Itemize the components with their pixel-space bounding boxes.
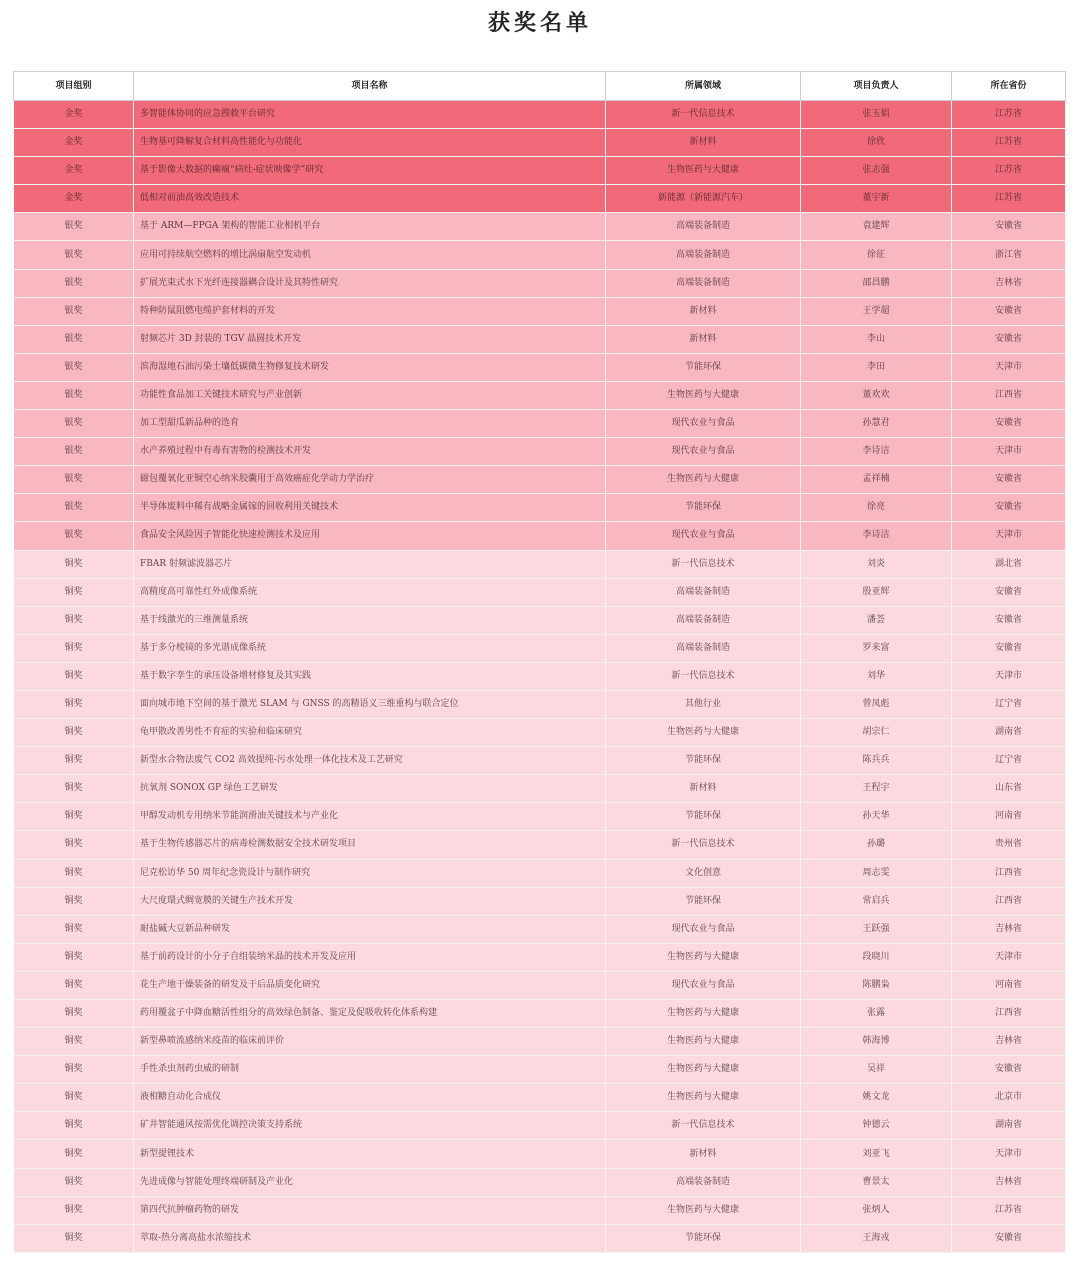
field-cell: 文化创意	[606, 859, 801, 887]
page-title: 获奖名单	[487, 10, 592, 36]
table-row	[14, 634, 1066, 662]
province-cell: 天津市	[952, 943, 1066, 971]
project-name-cell: 第四代抗肿瘤药物的研发	[134, 1196, 606, 1224]
province-cell: 安徽省	[952, 578, 1066, 606]
award-level-cell: 铜奖	[14, 1168, 134, 1196]
award-level-cell: 银奖	[14, 522, 134, 550]
province-cell: 天津市	[952, 438, 1066, 466]
award-level-cell: 铜奖	[14, 943, 134, 971]
project-name-cell: 大尺度環式绸宽膜的关键生产技术开发	[134, 887, 606, 915]
table-row	[14, 747, 1066, 775]
leader-cell: 李诗洁	[801, 522, 952, 550]
header-level: 项目组别	[14, 72, 134, 101]
leader-cell: 李诗洁	[801, 438, 952, 466]
table-row	[14, 157, 1066, 185]
province-cell: 安徽省	[952, 634, 1066, 662]
leader-cell: 姚文龙	[801, 1084, 952, 1112]
table-row	[14, 1084, 1066, 1112]
province-cell: 山东省	[952, 775, 1066, 803]
table-row	[14, 101, 1066, 129]
award-level-cell: 银奖	[14, 466, 134, 494]
province-cell: 辽宁省	[952, 747, 1066, 775]
table-row	[14, 325, 1066, 353]
field-cell: 生物医药与大健康	[606, 1000, 801, 1028]
province-cell: 湖南省	[952, 719, 1066, 747]
award-level-cell: 金奖	[14, 101, 134, 129]
table-row	[14, 887, 1066, 915]
table-row	[14, 522, 1066, 550]
province-cell: 江西省	[952, 1000, 1066, 1028]
field-cell: 新材料	[606, 325, 801, 353]
award-level-cell: 铜奖	[14, 1196, 134, 1224]
province-cell: 吉林省	[952, 1028, 1066, 1056]
project-name-cell: 手性杀虫剂药虫威的研制	[134, 1056, 606, 1084]
leader-cell: 邵昌鹏	[801, 269, 952, 297]
table-body	[14, 101, 1066, 1253]
leader-cell: 李山	[801, 325, 952, 353]
field-cell: 高端装备制造	[606, 634, 801, 662]
project-name-cell: 多智能体协同的应急搜救平台研究	[134, 101, 606, 129]
project-name-cell: 水产养殖过程中有毒有害物的检测技术开发	[134, 438, 606, 466]
leader-cell: 孙璐	[801, 831, 952, 859]
province-cell: 河南省	[952, 971, 1066, 999]
table-row	[14, 971, 1066, 999]
field-cell: 新一代信息技术	[606, 831, 801, 859]
table-row	[14, 353, 1066, 381]
field-cell: 高端装备制造	[606, 606, 801, 634]
project-name-cell: 新型鼻喷流感纳米疫苗的临床前评价	[134, 1028, 606, 1056]
project-name-cell: 抗氧剂 SONOX GP 绿色工艺研发	[134, 775, 606, 803]
project-name-cell: 高精度高可靠性红外成像系统	[134, 578, 606, 606]
leader-cell: 刘炎	[801, 550, 952, 578]
project-name-cell: 基于影像大数据的癫痫“病灶-症状映像学”研究	[134, 157, 606, 185]
award-level-cell: 银奖	[14, 353, 134, 381]
award-level-cell: 铜奖	[14, 803, 134, 831]
leader-cell: 徐亮	[801, 494, 952, 522]
field-cell: 现代农业与食品	[606, 410, 801, 438]
table-row	[14, 269, 1066, 297]
province-cell: 安徽省	[952, 1224, 1066, 1252]
project-name-cell: 磁包覆氧化亚铜空心纳米胶囊用于高效癌症化学动力学治疗	[134, 466, 606, 494]
award-level-cell: 铜奖	[14, 1084, 134, 1112]
leader-cell: 殷亚辉	[801, 578, 952, 606]
project-name-cell: 特种防鼠阻燃电缆护套材料的开发	[134, 297, 606, 325]
project-name-cell: 应用可持续航空燃料的增比涡扇航空发动机	[134, 241, 606, 269]
table-row	[14, 1168, 1066, 1196]
leader-cell: 曾凤彪	[801, 690, 952, 718]
award-level-cell: 银奖	[14, 438, 134, 466]
field-cell: 生物医药与大健康	[606, 1196, 801, 1224]
table-row	[14, 1028, 1066, 1056]
province-cell: 辽宁省	[952, 690, 1066, 718]
award-level-cell: 银奖	[14, 325, 134, 353]
leader-cell: 王学超	[801, 297, 952, 325]
award-level-cell: 银奖	[14, 494, 134, 522]
leader-cell: 王跃强	[801, 915, 952, 943]
project-name-cell: 萃取-热分离高盐水浓缩技术	[134, 1224, 606, 1252]
table-row	[14, 662, 1066, 690]
award-level-cell: 金奖	[14, 129, 134, 157]
province-cell: 北京市	[952, 1084, 1066, 1112]
table-row	[14, 1196, 1066, 1224]
province-cell: 天津市	[952, 1140, 1066, 1168]
province-cell: 安徽省	[952, 606, 1066, 634]
field-cell: 高端装备制造	[606, 213, 801, 241]
header-lead: 项目负责人	[801, 72, 952, 101]
project-name-cell: 耐盐碱大豆新品种研发	[134, 915, 606, 943]
project-name-cell: 射频芯片 3D 封装的 TGV 晶圆技术开发	[134, 325, 606, 353]
field-cell: 生物医药与大健康	[606, 381, 801, 409]
award-table	[13, 71, 1066, 1253]
table-row	[14, 410, 1066, 438]
award-level-cell: 铜奖	[14, 747, 134, 775]
leader-cell: 孙天华	[801, 803, 952, 831]
project-name-cell: 甲醇发动机专用纳米节能润滑油关键技术与产业化	[134, 803, 606, 831]
award-level-cell: 铜奖	[14, 915, 134, 943]
leader-cell: 董欢欢	[801, 381, 952, 409]
leader-cell: 吴祥	[801, 1056, 952, 1084]
leader-cell: 王程宇	[801, 775, 952, 803]
province-cell: 河南省	[952, 803, 1066, 831]
project-name-cell: 基于线激光的三维测量系统	[134, 606, 606, 634]
province-cell: 安徽省	[952, 410, 1066, 438]
leader-cell: 常启兵	[801, 887, 952, 915]
award-level-cell: 金奖	[14, 157, 134, 185]
field-cell: 生物医药与大健康	[606, 719, 801, 747]
award-level-cell: 铜奖	[14, 887, 134, 915]
leader-cell: 罗来富	[801, 634, 952, 662]
table-row	[14, 606, 1066, 634]
field-cell: 新一代信息技术	[606, 550, 801, 578]
province-cell: 吉林省	[952, 1168, 1066, 1196]
award-level-cell: 金奖	[14, 185, 134, 213]
province-cell: 湖南省	[952, 1112, 1066, 1140]
province-cell: 贵州省	[952, 831, 1066, 859]
project-name-cell: 基于生物传感器芯片的病毒检测数据安全技术研发项目	[134, 831, 606, 859]
field-cell: 新一代信息技术	[606, 662, 801, 690]
table-row	[14, 578, 1066, 606]
project-name-cell: 尼克松访华 50 周年纪念瓷设计与制作研究	[134, 859, 606, 887]
award-level-cell: 铜奖	[14, 662, 134, 690]
project-name-cell: 矿井智能通风按需优化调控决策支持系统	[134, 1112, 606, 1140]
leader-cell: 刘亚飞	[801, 1140, 952, 1168]
project-name-cell: 低相对前油高效改造技术	[134, 185, 606, 213]
leader-cell: 刘华	[801, 662, 952, 690]
province-cell: 安徽省	[952, 213, 1066, 241]
award-level-cell: 铜奖	[14, 606, 134, 634]
project-name-cell: 加工型甜瓜新品种的选育	[134, 410, 606, 438]
project-name-cell: 液相糖自动化合成仪	[134, 1084, 606, 1112]
table-row	[14, 213, 1066, 241]
table-row	[14, 381, 1066, 409]
award-level-cell: 银奖	[14, 241, 134, 269]
field-cell: 生物医药与大健康	[606, 466, 801, 494]
project-name-cell: 先进成像与智能处理终端研制及产业化	[134, 1168, 606, 1196]
leader-cell: 潘荟	[801, 606, 952, 634]
field-cell: 生物医药与大健康	[606, 157, 801, 185]
table-row	[14, 719, 1066, 747]
province-cell: 江西省	[952, 381, 1066, 409]
table-row	[14, 241, 1066, 269]
province-cell: 天津市	[952, 522, 1066, 550]
leader-cell: 徐征	[801, 241, 952, 269]
leader-cell: 胡宗仁	[801, 719, 952, 747]
field-cell: 新材料	[606, 297, 801, 325]
award-level-cell: 铜奖	[14, 1140, 134, 1168]
award-level-cell: 铜奖	[14, 1056, 134, 1084]
province-cell: 江苏省	[952, 1196, 1066, 1224]
table-row	[14, 550, 1066, 578]
award-table-wrapper	[13, 71, 1065, 1253]
project-name-cell: 花生产地干燥装备的研发及干后品质变化研究	[134, 971, 606, 999]
leader-cell: 王海戎	[801, 1224, 952, 1252]
field-cell: 高端装备制造	[606, 578, 801, 606]
table-row	[14, 943, 1066, 971]
table-row	[14, 185, 1066, 213]
award-level-cell: 铜奖	[14, 1000, 134, 1028]
award-level-cell: 铜奖	[14, 1224, 134, 1252]
province-cell: 江西省	[952, 887, 1066, 915]
province-cell: 安徽省	[952, 325, 1066, 353]
award-level-cell: 铜奖	[14, 831, 134, 859]
leader-cell: 孟祥楠	[801, 466, 952, 494]
project-name-cell: 面向城市地下空间的基于激光 SLAM 与 GNSS 的高精语义三维重构与联合定位	[134, 690, 606, 718]
project-name-cell: 食品安全风险因子智能化快速检测技术及应用	[134, 522, 606, 550]
project-name-cell: 扩展光束式水下光纤连接器耦合设计及其特性研究	[134, 269, 606, 297]
project-name-cell: 功能性食品加工关键技术研究与产业创新	[134, 381, 606, 409]
province-cell: 天津市	[952, 353, 1066, 381]
award-level-cell: 银奖	[14, 269, 134, 297]
field-cell: 新能源（新能源汽车）	[606, 185, 801, 213]
leader-cell: 周志雯	[801, 859, 952, 887]
table-row	[14, 915, 1066, 943]
project-name-cell: 基于多分棱镜的多光谱成像系统	[134, 634, 606, 662]
leader-cell: 孙慧君	[801, 410, 952, 438]
leader-cell: 张玉娟	[801, 101, 952, 129]
award-level-cell: 铜奖	[14, 578, 134, 606]
leader-cell: 徐欣	[801, 129, 952, 157]
field-cell: 高端装备制造	[606, 241, 801, 269]
table-header-row	[14, 72, 1066, 101]
field-cell: 现代农业与食品	[606, 915, 801, 943]
award-level-cell: 铜奖	[14, 971, 134, 999]
leader-cell: 张露	[801, 1000, 952, 1028]
leader-cell: 袁建辉	[801, 213, 952, 241]
project-name-cell: 半导体废料中稀有战略金属镓的回收利用关键技术	[134, 494, 606, 522]
field-cell: 节能环保	[606, 887, 801, 915]
project-name-cell: 基于前药设计的小分子自组装纳米晶的技术开发及应用	[134, 943, 606, 971]
field-cell: 生物医药与大健康	[606, 1028, 801, 1056]
award-level-cell: 铜奖	[14, 690, 134, 718]
project-name-cell: 新型水合物法废气 CO2 高效提纯-污水处理一体化技术及工艺研究	[134, 747, 606, 775]
project-name-cell: FBAR 射频滤波器芯片	[134, 550, 606, 578]
leader-cell: 钟德云	[801, 1112, 952, 1140]
award-level-cell: 铜奖	[14, 1028, 134, 1056]
award-level-cell: 铜奖	[14, 550, 134, 578]
field-cell: 新材料	[606, 1140, 801, 1168]
field-cell: 新材料	[606, 775, 801, 803]
province-cell: 浙江省	[952, 241, 1066, 269]
province-cell: 安徽省	[952, 1056, 1066, 1084]
field-cell: 其他行业	[606, 690, 801, 718]
project-name-cell: 基于 ARM—FPGA 架构的智能工业相机平台	[134, 213, 606, 241]
field-cell: 生物医药与大健康	[606, 1056, 801, 1084]
award-level-cell: 铜奖	[14, 634, 134, 662]
table-row	[14, 1224, 1066, 1252]
province-cell: 江苏省	[952, 185, 1066, 213]
project-name-cell: 药用覆盆子中降血糖活性组分的高效绿色制备、鉴定及促吸收转化体系构建	[134, 1000, 606, 1028]
table-row	[14, 494, 1066, 522]
table-row	[14, 803, 1066, 831]
project-name-cell: 滨海湿地石油污染土壤低碳微生物修复技术研发	[134, 353, 606, 381]
table-row	[14, 1000, 1066, 1028]
award-level-cell: 银奖	[14, 213, 134, 241]
field-cell: 节能环保	[606, 747, 801, 775]
leader-cell: 张炳人	[801, 1196, 952, 1224]
table-row	[14, 690, 1066, 718]
award-level-cell: 银奖	[14, 297, 134, 325]
leader-cell: 李田	[801, 353, 952, 381]
award-level-cell: 铜奖	[14, 775, 134, 803]
field-cell: 高端装备制造	[606, 1168, 801, 1196]
field-cell: 新一代信息技术	[606, 1112, 801, 1140]
field-cell: 生物医药与大健康	[606, 1084, 801, 1112]
leader-cell: 韩海博	[801, 1028, 952, 1056]
province-cell: 江西省	[952, 859, 1066, 887]
field-cell: 现代农业与食品	[606, 522, 801, 550]
province-cell: 吉林省	[952, 915, 1066, 943]
table-row	[14, 297, 1066, 325]
province-cell: 江苏省	[952, 129, 1066, 157]
table-row	[14, 775, 1066, 803]
leader-cell: 陈鹏枭	[801, 971, 952, 999]
table-row	[14, 831, 1066, 859]
field-cell: 节能环保	[606, 803, 801, 831]
table-row	[14, 1056, 1066, 1084]
table-row	[14, 466, 1066, 494]
leader-cell: 张志强	[801, 157, 952, 185]
award-level-cell: 铜奖	[14, 1112, 134, 1140]
field-cell: 节能环保	[606, 494, 801, 522]
award-level-cell: 银奖	[14, 410, 134, 438]
province-cell: 安徽省	[952, 466, 1066, 494]
field-cell: 节能环保	[606, 353, 801, 381]
leader-cell: 段晓川	[801, 943, 952, 971]
table-row	[14, 1112, 1066, 1140]
province-cell: 吉林省	[952, 269, 1066, 297]
leader-cell: 曹景太	[801, 1168, 952, 1196]
field-cell: 节能环保	[606, 1224, 801, 1252]
province-cell: 安徽省	[952, 494, 1066, 522]
province-cell: 安徽省	[952, 297, 1066, 325]
table-row	[14, 438, 1066, 466]
field-cell: 生物医药与大健康	[606, 943, 801, 971]
field-cell: 新材料	[606, 129, 801, 157]
project-name-cell: 龟甲散改善男性不育症的实验和临床研究	[134, 719, 606, 747]
header-province: 所在省份	[952, 72, 1066, 101]
table-row	[14, 1140, 1066, 1168]
province-cell: 天津市	[952, 662, 1066, 690]
field-cell: 新一代信息技术	[606, 101, 801, 129]
table-row	[14, 859, 1066, 887]
leader-cell: 董宇新	[801, 185, 952, 213]
award-level-cell: 铜奖	[14, 719, 134, 747]
header-field: 所属领域	[606, 72, 801, 101]
header-name: 项目名称	[134, 72, 606, 101]
project-name-cell: 新型提锂技术	[134, 1140, 606, 1168]
field-cell: 现代农业与食品	[606, 438, 801, 466]
province-cell: 江苏省	[952, 157, 1066, 185]
project-name-cell: 基于数字孪生的承压设备增材修复及其实践	[134, 662, 606, 690]
province-cell: 湖北省	[952, 550, 1066, 578]
leader-cell: 陈兵兵	[801, 747, 952, 775]
award-level-cell: 银奖	[14, 381, 134, 409]
table-row	[14, 129, 1066, 157]
project-name-cell: 生物基可降解复合材料高性能化与功能化	[134, 129, 606, 157]
province-cell: 江苏省	[952, 101, 1066, 129]
field-cell: 现代农业与食品	[606, 971, 801, 999]
award-level-cell: 铜奖	[14, 859, 134, 887]
field-cell: 高端装备制造	[606, 269, 801, 297]
